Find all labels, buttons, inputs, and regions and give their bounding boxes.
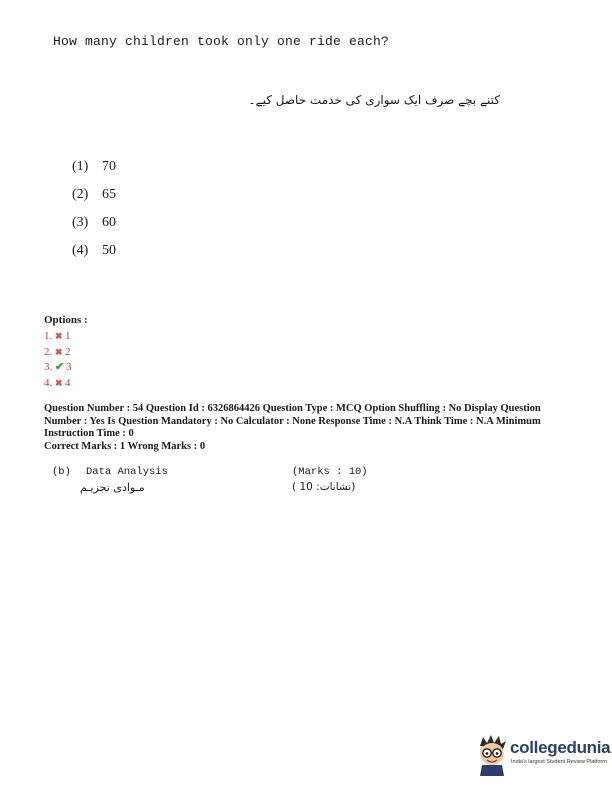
section-label: (b) — [52, 466, 71, 478]
cross-icon: ✖ — [55, 331, 63, 341]
mascot-icon — [474, 734, 510, 776]
option-number: 3. — [44, 361, 53, 373]
choice-number: (1) — [72, 159, 89, 174]
choice-4 — [72, 242, 116, 270]
metadata-details: Question Number : 54 Question Id : 6326864426 Question Type : MCQ Option Shuffling : No Display Question Number : Yes Is Question Mandatory : No Calculator : None Response Time : N.A Think Time : N.A Minimum Instruction Time : 0 — [44, 403, 541, 439]
logo-wordmark: collegedunia — [510, 738, 611, 757]
section-marks: (Marks : 10) — [292, 466, 368, 478]
check-icon: ✔ — [55, 361, 65, 373]
question-metadata — [44, 403, 574, 453]
choice-value: 65 — [102, 187, 116, 202]
option-number: 4. — [44, 376, 53, 389]
choice-1 — [72, 158, 116, 186]
logo-tagline: India's largest Student Review Platform — [511, 759, 607, 765]
collegedunia-logo — [474, 734, 611, 778]
answer-choices — [72, 158, 116, 270]
option-4 — [44, 376, 72, 392]
choice-number: (2) — [72, 187, 89, 202]
option-2 — [44, 345, 72, 361]
option-1 — [44, 329, 72, 345]
option-3 — [44, 360, 72, 376]
choice-number: (4) — [72, 243, 89, 258]
option-value: 2 — [65, 345, 71, 358]
question-urdu-text: کتنے بچے صرف ایک سواری کی خدمت حاصل کیے۔ — [248, 93, 500, 107]
choice-number: (3) — [72, 215, 89, 230]
choice-3 — [72, 214, 116, 242]
option-number: 1. — [44, 330, 53, 342]
cross-icon: ✖ — [55, 346, 63, 357]
section-title: Data Analysis — [86, 466, 168, 478]
option-value: 4 — [65, 376, 71, 389]
options-heading: Options : — [44, 314, 88, 326]
options-list — [44, 329, 72, 391]
option-number: 2. — [44, 345, 53, 358]
section-urdu-marks: ( نشانات: 10) — [292, 481, 356, 493]
section-urdu-title: مـوادی تجزیـم — [80, 481, 145, 494]
question-text: How many children took only one ride each? — [53, 34, 390, 49]
choice-value: 70 — [102, 159, 116, 174]
option-value: 1 — [65, 330, 71, 342]
choice-2 — [72, 186, 116, 214]
choice-value: 60 — [102, 215, 116, 230]
cross-icon: ✖ — [55, 377, 63, 388]
choice-value: 50 — [102, 243, 116, 258]
option-value: 3 — [66, 361, 72, 373]
metadata-marks: Correct Marks : 1 Wrong Marks : 0 — [44, 440, 206, 452]
